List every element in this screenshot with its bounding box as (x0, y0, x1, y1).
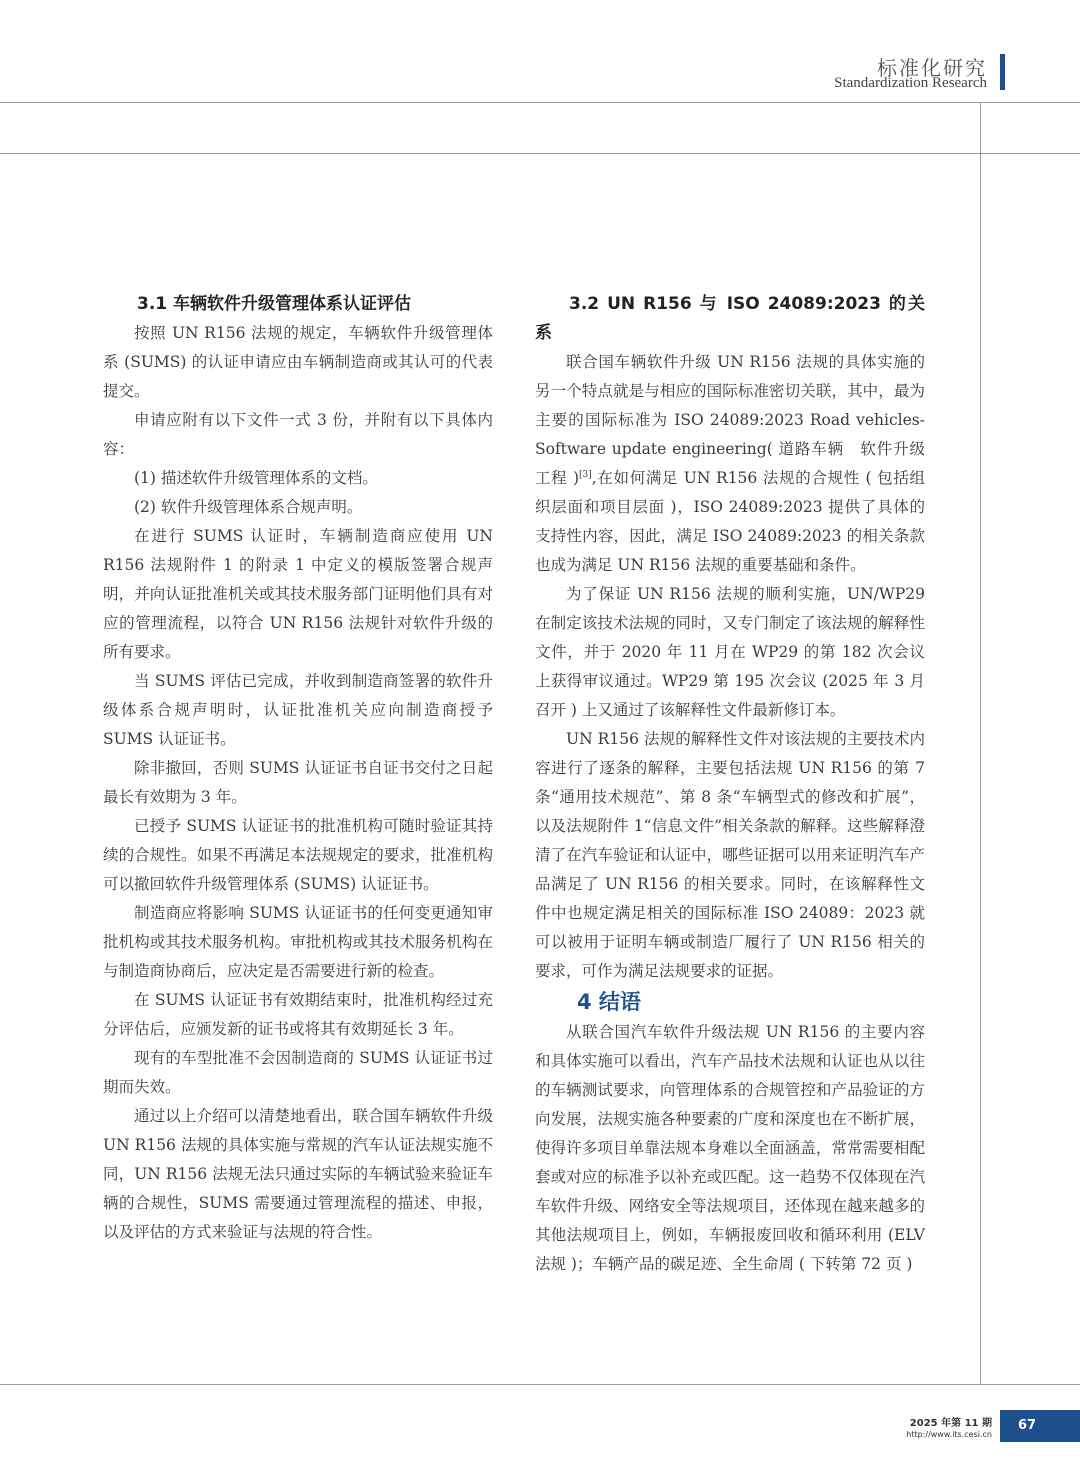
list-item: (2) 软件升级管理体系合规声明。 (134, 498, 363, 516)
page-number: 67 (1000, 1410, 1080, 1442)
list-item: (1) 描述软件升级管理体系的文档。 (134, 469, 378, 487)
paragraph: 在进行 SUMS 认证时，车辆制造商应使用 UN R156 法规附件 1 的附录 1 中定义的模版签署合规声明，并向认证批准机关或其技术服务部门证明他们具有对应的管理流程，以符合 UN R156 法规针对软件升级的所有要求。 (103, 527, 493, 661)
header-rule (0, 102, 1080, 103)
paragraph: 申请应附有以下文件一式 3 份，并附有以下具体内容： (103, 411, 493, 458)
left-column (103, 290, 493, 1247)
paragraph: 当 SUMS 评估已完成，并收到制造商签署的软件升级体系合规声明时，认证批准机关应向制造商授予 SUMS 认证证书。 (103, 672, 493, 748)
paragraph: 在 SUMS 认证证书有效期结束时，批准机构经过充分评估后，应颁发新的证书或将其有效期延长 3 年。 (103, 991, 493, 1038)
paragraph-text: 联合国车辆软件升级 UN R156 法规的具体实施的另一个特点就是与相应的国际标准密切关联，其中，最为主要的国际标准为 ISO 24089:2023 Road vehicles-Software update engineering( 道路车辆 软件升级工程 ) (535, 353, 925, 487)
right-margin-rule (980, 103, 981, 1385)
paragraph: 从联合国汽车软件升级法规 UN R156 的主要内容和具体实施可以看出，汽车产品技术法规和认证也从以往的车辆测试要求，向管理体系的合规管控和产品验证的方向发展，法规实施各种要素的广度和深度也在不断扩展，使得许多项目单靠法规本身难以全面涵盖，常常需要相配套或对应的标准予以补充或匹配。这一趋势不仅体现在汽车软件升级、网络安全等法规项目，还体现在越来越多的其他法规项目上，例如，车辆报废回收和循环利用 (ELV 法规 )；车辆产品的碳足迹、全生命周 ( 下转第 72 页 ) (535, 1023, 925, 1273)
paragraph: 通过以上介绍可以清楚地看出，联合国车辆软件升级 UN R156 法规的具体实施与常规的汽车认证法规实施不同，UN R156 法规无法只通过实际的车辆试验来验证车辆的合规性，SUMS 需要通过管理流程的描述、申报，以及评估的方式来验证与法规的符合性。 (103, 1107, 493, 1241)
paragraph: 除非撤回，否则 SUMS 认证证书自证书交付之日起最长有效期为 3 年。 (103, 759, 493, 806)
section-heading-3-2: 3.2 UN R156 与 ISO 24089:2023 的关系 (535, 294, 925, 343)
header-accent-bar (1000, 54, 1005, 90)
paragraph: 现有的车型批准不会因制造商的 SUMS 认证证书过期而失效。 (103, 1049, 493, 1096)
issue-label: 2025 年第 11 期 (909, 1418, 992, 1429)
top-rule (0, 153, 1080, 154)
paragraph: UN R156 法规的解释性文件对该法规的主要技术内容进行了逐条的解释，主要包括法规 UN R156 的第 7 条“通用技术规范”、第 8 条“车辆型式的修改和扩展”，以及法规附件 1“信息文件”相关条款的解释。这些解释澄清了在汽车验证和认证中，哪些证据可以用来证明汽车产品满足了 UN R156 的相关要求。同时，在该解释性文件中也规定满足相关的国际标准 ISO 24089：2023 就可以被用于证明车辆或制造厂履行了 UN R156 相关的要求，可作为满足法规要求的证据。 (535, 730, 925, 980)
journal-title-en: Standardization Research (834, 75, 987, 91)
paragraph: 按照 UN R156 法规的规定，车辆软件升级管理体系 (SUMS) 的认证申请应由车辆制造商或其认可的代表提交。 (103, 324, 493, 400)
citation-ref[interactable]: [3] (579, 469, 592, 480)
section-heading-3-1: 3.1 车辆软件升级管理体系认证评估 (137, 294, 412, 314)
right-column (535, 290, 925, 1279)
paragraph: 已授予 SUMS 认证证书的批准机构可随时验证其持续的合规性。如果不再满足本法规规定的要求，批准机构可以撤回软件升级管理体系 (SUMS) 认证证书。 (103, 817, 493, 893)
bottom-rule (0, 1384, 1080, 1385)
paragraph-text: ,在如何满足 UN R156 法规的合规性 ( 包括组织层面和项目层面 )，ISO 24089:2023 提供了具体的支持性内容，因此，满足 ISO 24089:2023 的相关条款也成为满足 UN R156 法规的重要基础和条件。 (535, 469, 925, 574)
journal-title-cn: 标准化研究 (877, 56, 987, 80)
section-heading-4: 4 结语 (577, 990, 641, 1014)
paragraph (535, 348, 925, 580)
paragraph: 制造商应将影响 SUMS 认证证书的任何变更通知审批机构或其技术服务机构。审批机构或其技术服务机构在与制造商协商后，应决定是否需要进行新的检查。 (103, 904, 493, 980)
journal-url[interactable]: http://www.its.cesi.cn (906, 1430, 992, 1439)
paragraph: 为了保证 UN R156 法规的顺利实施，UN/WP29 在制定该技术法规的同时，又专门制定了该法规的解释性文件，并于 2020 年 11 月在 WP29 的第 182 次会议上获得审议通过。WP29 第 195 次会议 (2025 年 3 月召开 ) 上又通过了该解释性文件最新修订本。 (535, 585, 925, 719)
